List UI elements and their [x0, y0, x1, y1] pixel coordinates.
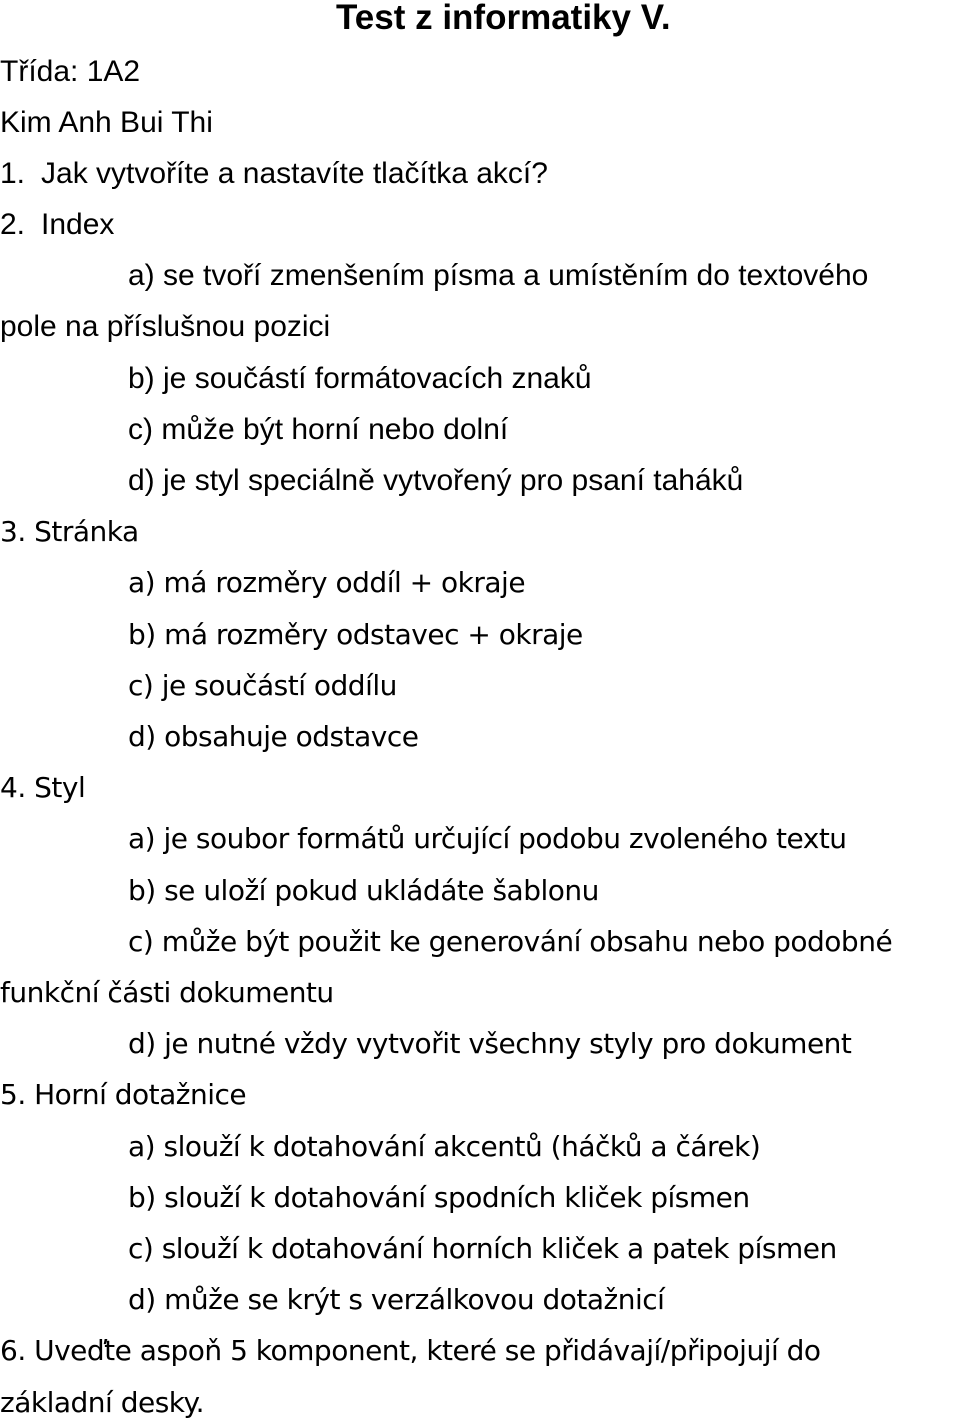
question-5-option-b: b) slouží k dotahování spodních kliček písmen: [128, 1181, 750, 1214]
question-5-option-c: c) slouží k dotahování horních kliček a patek písmen: [128, 1232, 837, 1265]
question-1: [0, 148, 548, 199]
question-2-number: 2.: [0, 208, 26, 241]
question-4-option-c: c) může být použit ke generování obsahu nebo podobné: [128, 925, 893, 958]
question-3-option-c: c) je součástí oddílu: [128, 669, 397, 702]
question-1-text: Jak vytvoříte a nastavíte tlačítka akcí?: [41, 157, 548, 190]
question-5-option-d: d) může se krýt s verzálkovou dotažnicí: [128, 1283, 665, 1316]
question-2-option-a-continuation: pole na příslušnou pozici: [0, 310, 331, 343]
question-2-option-d: d) je styl speciálně vytvořený pro psaní taháků: [128, 464, 744, 497]
document-title: Test z informatiky V.: [336, 0, 671, 37]
student-name: Kim Anh Bui Thi: [0, 106, 213, 139]
question-2-text: Index: [41, 208, 115, 241]
question-4-heading: 4. Styl: [0, 771, 86, 804]
question-6-continuation: základní desky.: [0, 1386, 204, 1419]
question-4-option-d: d) je nutné vždy vytvořit všechny styly pro dokument: [128, 1027, 852, 1060]
question-5-heading: 5. Horní dotažnice: [0, 1078, 247, 1111]
question-4-option-a: a) je soubor formátů určující podobu zvoleného textu: [128, 822, 847, 855]
question-3-option-d: d) obsahuje odstavce: [128, 720, 419, 753]
question-2: [0, 199, 114, 250]
question-6-heading: 6. Uveďte aspoň 5 komponent, které se přidávají/připojují do: [0, 1334, 821, 1367]
question-4-option-b: b) se uloží pokud ukládáte šablonu: [128, 874, 599, 907]
question-2-option-a: a) se tvoří zmenšením písma a umístěním do textového: [128, 259, 869, 292]
question-4-option-c-continuation: funkční části dokumentu: [0, 976, 334, 1009]
class-line: Třída: 1A2: [0, 55, 141, 88]
question-3-option-b: b) má rozměry odstavec + okraje: [128, 618, 583, 651]
question-2-option-b: b) je součástí formátovacích znaků: [128, 362, 592, 395]
question-5-option-a: a) slouží k dotahování akcentů (háčků a čárek): [128, 1130, 761, 1163]
question-2-option-c: c) může být horní nebo dolní: [128, 413, 509, 446]
question-1-number: 1.: [0, 157, 26, 190]
question-3-option-a: a) má rozměry oddíl + okraje: [128, 566, 526, 599]
question-3-heading: 3. Stránka: [0, 515, 139, 548]
